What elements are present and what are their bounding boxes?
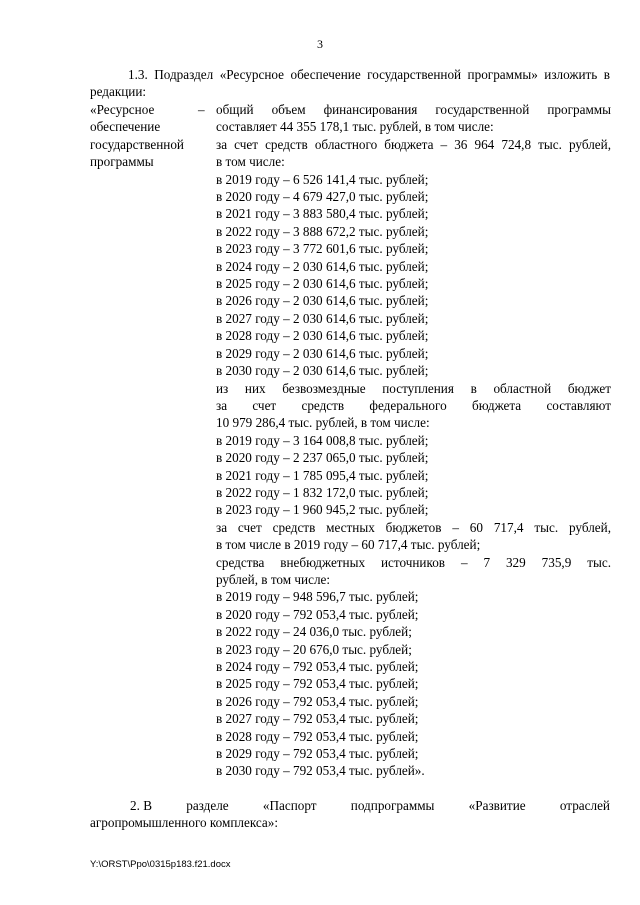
resource-line: в 2024 году – 2 030 614,6 тыс. рублей; bbox=[216, 258, 429, 274]
resource-line: за счет средств федерального бюджета составляют bbox=[216, 397, 611, 413]
word: отраслей bbox=[559, 798, 610, 813]
resource-line: в 2025 году – 792 053,4 тыс. рублей; bbox=[216, 676, 419, 692]
resource-label bbox=[90, 101, 206, 171]
resource-line: в 2021 году – 1 785 095,4 тыс. рублей; bbox=[216, 467, 429, 483]
resource-line: в 2022 году – 1 832 172,0 тыс. рублей; bbox=[216, 484, 429, 500]
resource-line: в 2027 году – 2 030 614,6 тыс. рублей; bbox=[216, 310, 429, 326]
resource-line: в 2023 году – 1 960 945,2 тыс. рублей; bbox=[216, 502, 429, 518]
resource-line: в 2023 году – 3 772 601,6 тыс. рублей; bbox=[216, 241, 429, 257]
resource-line: в 2019 году – 3 164 008,8 тыс. рублей; bbox=[216, 432, 429, 448]
label-dash: – bbox=[198, 102, 205, 117]
resource-line: за счет средств местных бюджетов – 60 717,4 тыс. рублей, bbox=[216, 519, 611, 535]
resource-line: в 2021 году – 3 883 580,4 тыс. рублей; bbox=[216, 206, 429, 222]
resource-line: в 2022 году – 3 888 672,2 тыс. рублей; bbox=[216, 223, 429, 239]
resource-line: составляет 44 355 178,1 тыс. рублей, в том числе: bbox=[216, 119, 494, 135]
resource-line: в 2020 году – 792 053,4 тыс. рублей; bbox=[216, 606, 419, 622]
resource-line: в 2020 году – 2 237 065,0 тыс. рублей; bbox=[216, 450, 429, 466]
resource-line: общий объем финансирования государственной программы bbox=[216, 102, 611, 117]
resource-line: в 2023 году – 20 676,0 тыс. рублей; bbox=[216, 641, 412, 657]
resource-line: в 2024 году – 792 053,4 тыс. рублей; bbox=[216, 659, 419, 674]
word: подпрограммы bbox=[350, 798, 435, 813]
resource-line: в 2028 году – 792 053,4 тыс. рублей; bbox=[216, 728, 419, 744]
word: «Развитие bbox=[468, 798, 526, 813]
resource-line: в 2019 году – 948 596,7 тыс. рублей; bbox=[216, 589, 419, 605]
word: «Паспорт bbox=[262, 798, 317, 813]
resource-line: в 2020 году – 4 679 427,0 тыс. рублей; bbox=[216, 189, 429, 205]
resource-line: за счет средств областного бюджета – 36 964 724,8 тыс. рублей, bbox=[216, 136, 611, 152]
section-2-line-2: агропромышленного комплекса»: bbox=[90, 815, 279, 831]
resource-line: в 2026 году – 792 053,4 тыс. рублей; bbox=[216, 693, 419, 709]
resource-line: в 2030 году – 792 053,4 тыс. рублей». bbox=[216, 763, 425, 779]
resource-line: в 2029 году – 792 053,4 тыс. рублей; bbox=[216, 746, 419, 762]
resource-line: в 2019 году – 6 526 141,4 тыс. рублей; bbox=[216, 171, 429, 187]
section-2-line-1 bbox=[90, 797, 610, 814]
word: 2. В bbox=[130, 798, 152, 813]
resource-label-line: программы bbox=[90, 154, 154, 170]
page-number: 3 bbox=[317, 37, 323, 51]
intro-paragraph: 1.3. Подраздел «Ресурсное обеспечение государственной программы» изложить в редакции: bbox=[90, 67, 610, 100]
resource-line: в 2029 году – 2 030 614,6 тыс. рублей; bbox=[216, 345, 429, 361]
resource-line: в 2025 году – 2 030 614,6 тыс. рублей; bbox=[216, 276, 429, 292]
resource-line: в 2022 году – 24 036,0 тыс. рублей; bbox=[216, 624, 412, 640]
resource-line: рублей, в том числе: bbox=[216, 571, 331, 587]
resource-line: средства внебюджетных источников – 7 329 735,9 тыс. bbox=[216, 554, 611, 570]
resource-label-line: государственной bbox=[90, 136, 184, 152]
resource-line: в 2026 году – 2 030 614,6 тыс. рублей; bbox=[216, 293, 429, 309]
file-path-footer: Y:\ORST\Ppo\0315p183.f21.docx bbox=[90, 859, 231, 870]
resource-line: 10 979 286,4 тыс. рублей, в том числе: bbox=[216, 415, 430, 431]
resource-line: в том числе в 2019 году – 60 717,4 тыс. рублей; bbox=[216, 537, 481, 553]
resource-label-line: «Ресурсное bbox=[90, 102, 155, 117]
resource-details bbox=[216, 101, 611, 780]
section-2-paragraph bbox=[90, 797, 610, 832]
resource-line: в 2027 году – 792 053,4 тыс. рублей; bbox=[216, 711, 419, 727]
resource-line: в том числе: bbox=[216, 154, 285, 170]
resource-line: в 2028 году – 2 030 614,6 тыс. рублей; bbox=[216, 328, 429, 344]
resource-line: из них безвозмездные поступления в областной бюджет bbox=[216, 380, 611, 396]
word: разделе bbox=[186, 798, 229, 813]
resource-label-line: обеспечение bbox=[90, 119, 161, 135]
resource-line: в 2030 году – 2 030 614,6 тыс. рублей; bbox=[216, 363, 429, 379]
